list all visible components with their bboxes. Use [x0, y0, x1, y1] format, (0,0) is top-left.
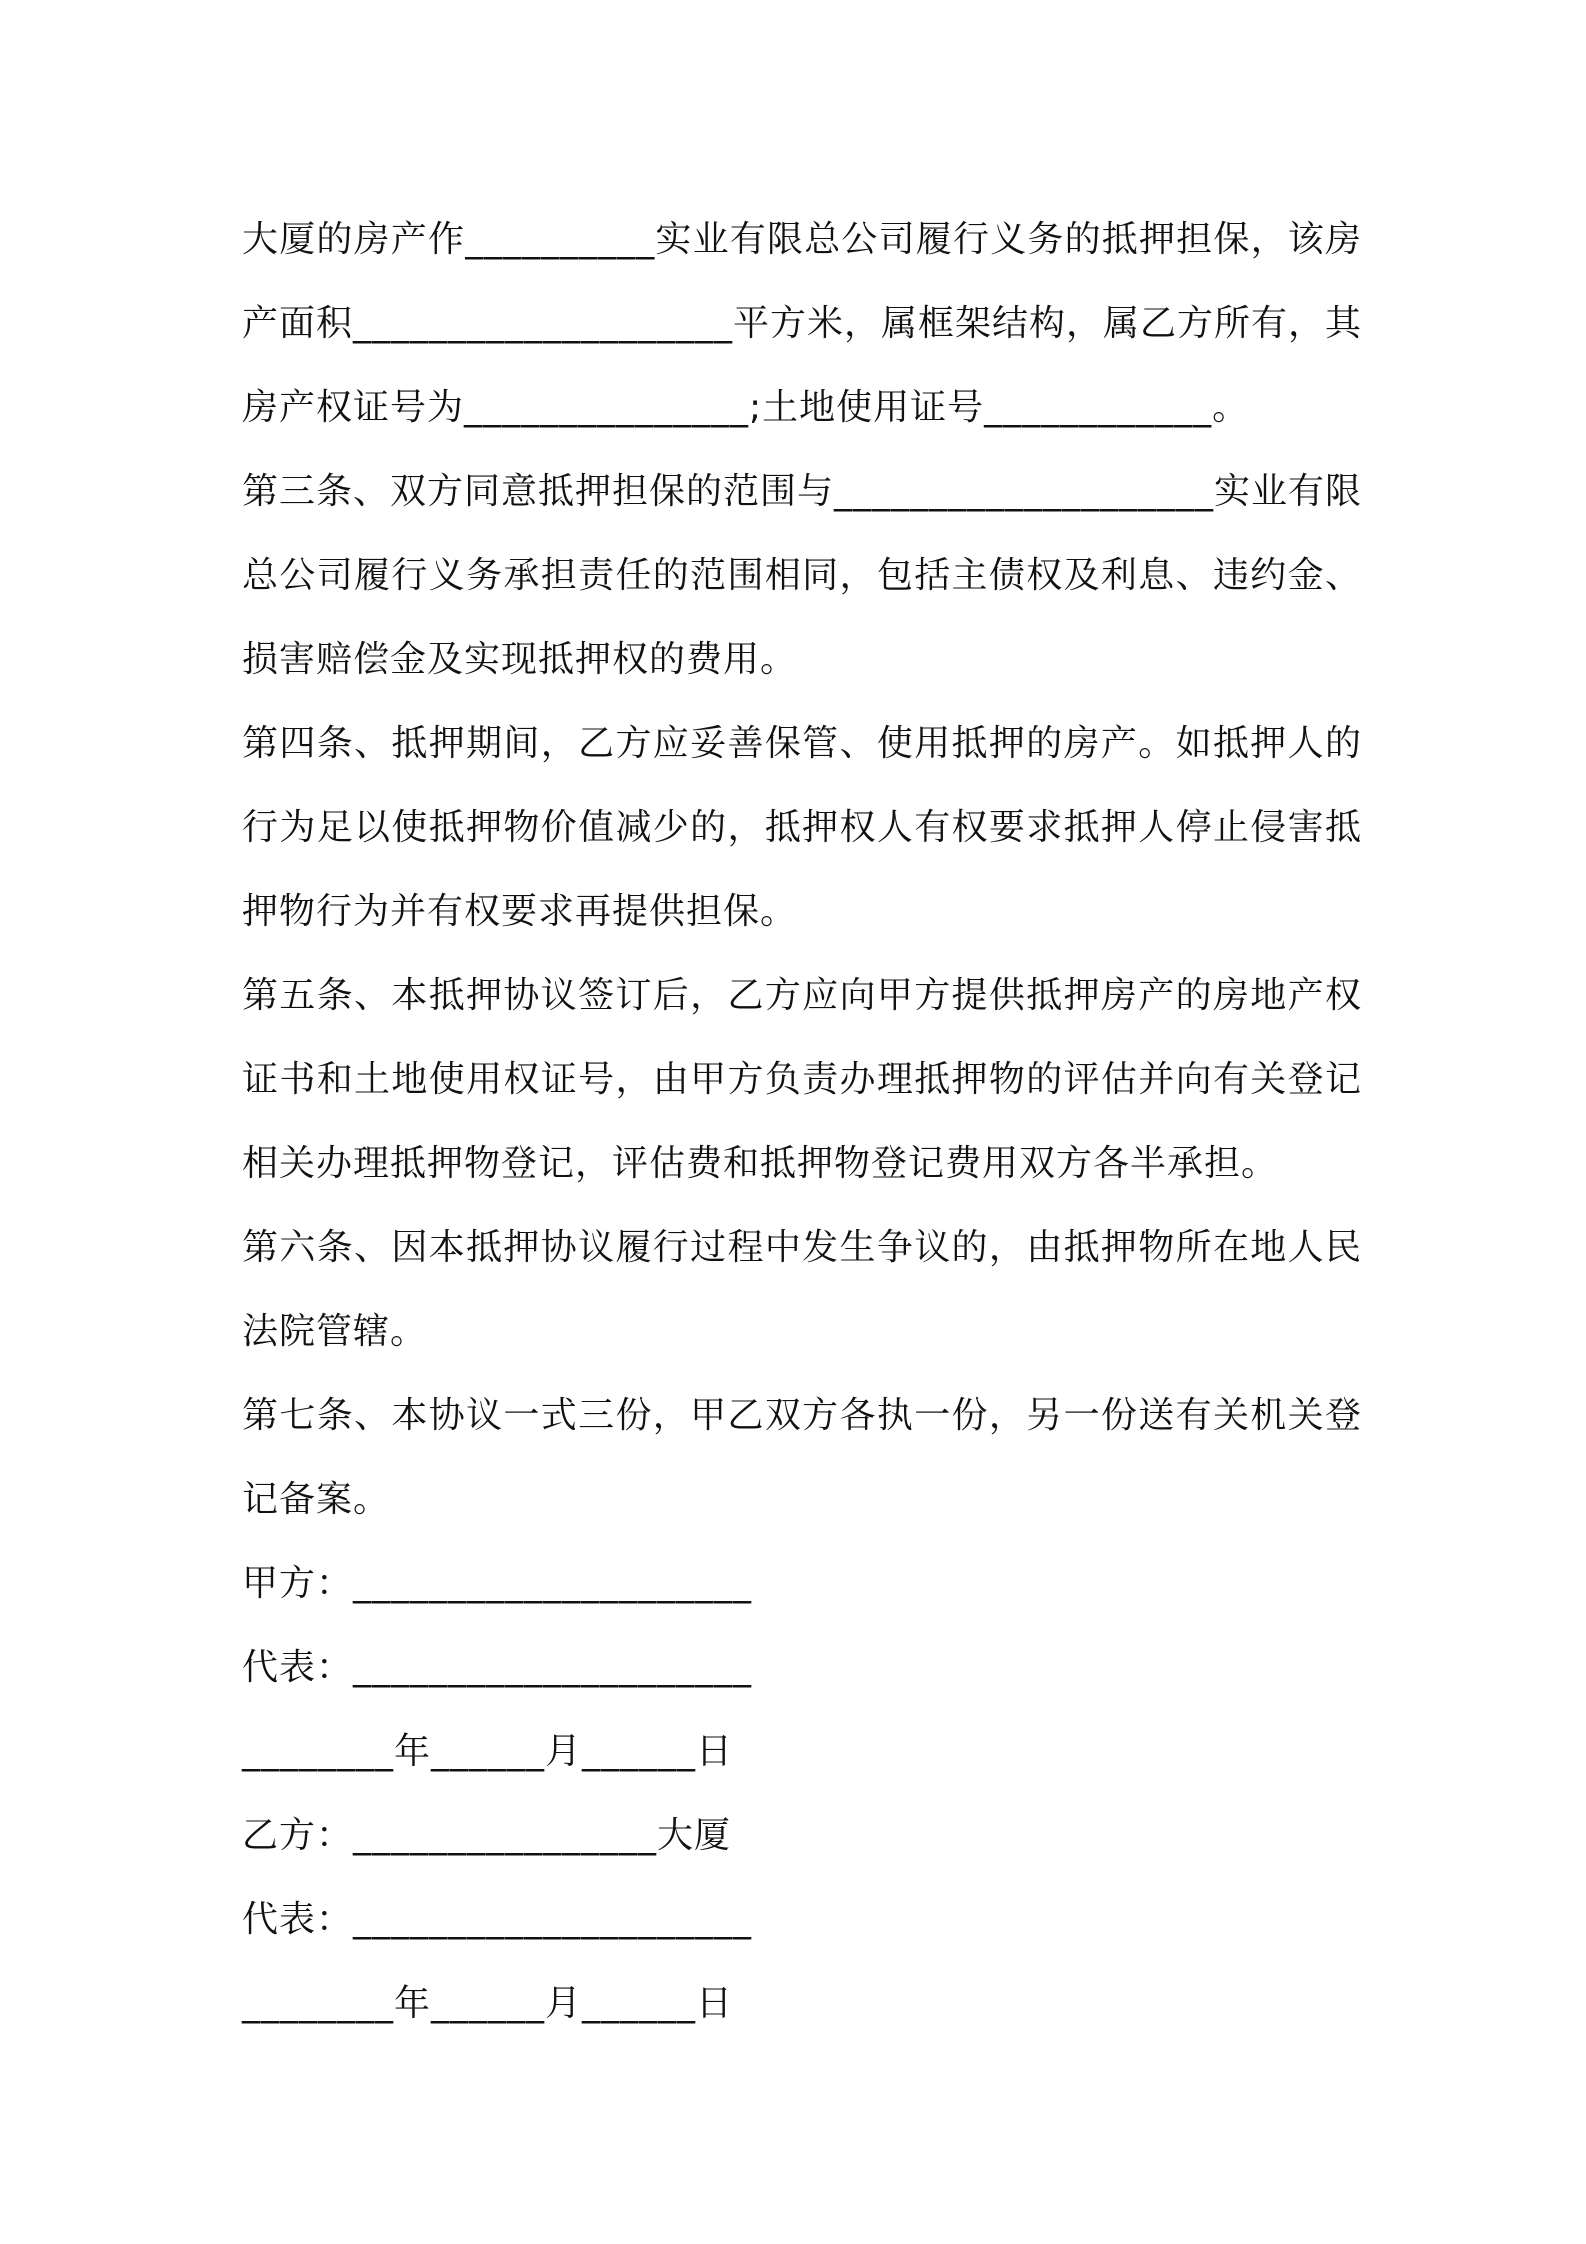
party-b-line: 乙方：________________大厦 [242, 1815, 732, 1856]
clause-6-line-1: 第六条、因本抵押协议履行过程中发生争议的，由抵押物所在地人民 [242, 1227, 1362, 1268]
clause-3-line-2: 总公司履行义务承担责任的范围相同，包括主债权及利息、违约金、 [242, 555, 1362, 596]
clause-3-line-1: 第三条、双方同意抵押担保的范围与____________________实业有限 [242, 471, 1363, 512]
clause-4-line-3: 押物行为并有权要求再提供担保。 [242, 891, 798, 932]
party-a-date-line: ________年______月______日 [242, 1731, 733, 1772]
body-line-2: 产面积____________________平方米，属框架结构，属乙方所有，其 [242, 303, 1363, 344]
clause-4-line-2: 行为足以使抵押物价值减少的，抵押权人有权要求抵押人停止侵害抵 [242, 807, 1362, 848]
clause-6-line-2: 法院管辖。 [242, 1311, 428, 1352]
party-a-line: 甲方：_____________________ [242, 1563, 753, 1604]
document-page [242, 198, 1362, 2046]
clause-4-line-1: 第四条、抵押期间，乙方应妥善保管、使用抵押的房产。如抵押人的 [242, 723, 1362, 764]
party-b-representative-line: 代表：_____________________ [242, 1899, 753, 1940]
clause-5-line-2: 证书和土地使用权证号，由甲方负责办理抵押物的评估并向有关登记 [242, 1059, 1362, 1100]
party-a-representative-line: 代表：_____________________ [242, 1647, 753, 1688]
clause-5-line-1: 第五条、本抵押协议签订后，乙方应向甲方提供抵押房产的房地产权 [242, 975, 1362, 1016]
clause-7-line-1: 第七条、本协议一式三份，甲乙双方各执一份，另一份送有关机关登 [242, 1395, 1362, 1436]
body-line-3: 房产权证号为_______________;土地使用证号____________。 [242, 387, 1250, 428]
party-b-date-line: ________年______月______日 [242, 1983, 733, 2024]
clause-5-line-3: 相关办理抵押物登记，评估费和抵押物登记费用双方各半承担。 [242, 1143, 1279, 1184]
body-line-1: 大厦的房产作__________实业有限总公司履行义务的抵押担保，该房 [242, 219, 1362, 260]
clause-7-line-2: 记备案。 [242, 1479, 391, 1520]
clause-3-line-3: 损害赔偿金及实现抵押权的费用。 [242, 639, 798, 680]
